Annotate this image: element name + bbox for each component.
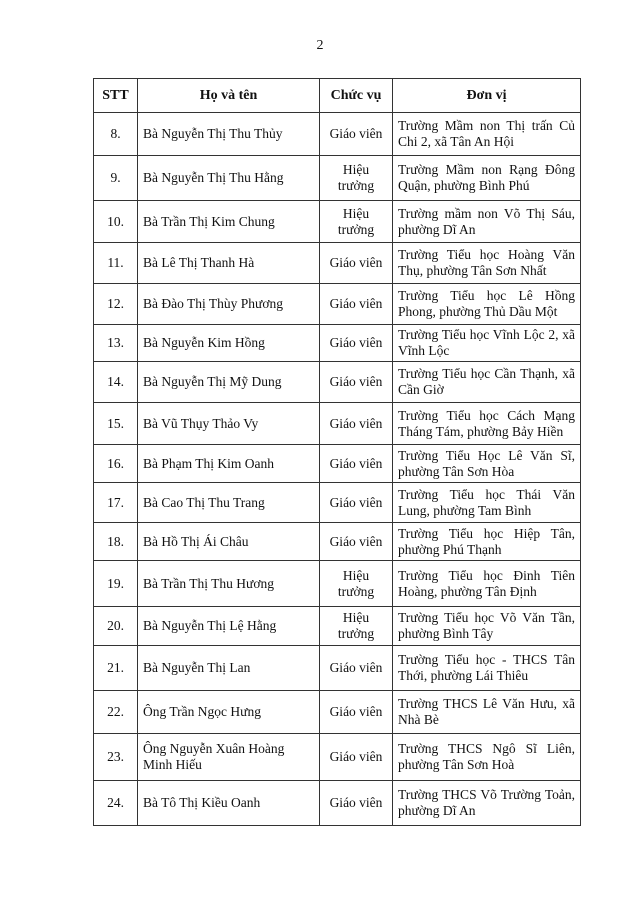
cell-name: Bà Vũ Thụy Thảo Vy (138, 403, 320, 445)
cell-stt: 23. (94, 734, 138, 781)
cell-name: Bà Phạm Thị Kim Oanh (138, 445, 320, 483)
table-row (94, 781, 581, 826)
cell-unit: Trường Tiểu học Cần Thạnh, xã Cần Giờ (393, 362, 581, 403)
cell-stt: 21. (94, 646, 138, 691)
table-row (94, 325, 581, 362)
cell-unit: Trường Tiểu học Đinh Tiên Hoàng, phường Tân Định (393, 561, 581, 607)
table-row (94, 362, 581, 403)
cell-name: Bà Nguyễn Thị Lệ Hằng (138, 607, 320, 646)
cell-stt: 16. (94, 445, 138, 483)
cell-unit: Trường Tiểu học Cách Mạng Tháng Tám, phường Bảy Hiền (393, 403, 581, 445)
cell-name: Bà Trần Thị Thu Hương (138, 561, 320, 607)
cell-unit: Trường Tiểu Học Lê Văn Sĩ, phường Tân Sơn Hòa (393, 445, 581, 483)
cell-stt: 24. (94, 781, 138, 826)
cell-stt: 15. (94, 403, 138, 445)
cell-stt: 17. (94, 483, 138, 523)
cell-unit: Trường Mầm non Thị trấn Củ Chi 2, xã Tân An Hội (393, 113, 581, 156)
cell-unit: Trường Tiểu học Lê Hồng Phong, phường Thủ Dầu Một (393, 284, 581, 325)
cell-unit: Trường THCS Lê Văn Hưu, xã Nhà Bè (393, 691, 581, 734)
cell-role: Hiệu trưởng (320, 607, 393, 646)
cell-unit: Trường Tiểu học Thái Văn Lung, phường Tam Bình (393, 483, 581, 523)
cell-role: Giáo viên (320, 523, 393, 561)
table-row (94, 403, 581, 445)
table-row (94, 284, 581, 325)
table-body (94, 113, 581, 826)
cell-unit: Trường Tiểu học Hoàng Văn Thụ, phường Tân Sơn Nhất (393, 243, 581, 284)
cell-role: Giáo viên (320, 646, 393, 691)
table-row (94, 691, 581, 734)
cell-stt: 12. (94, 284, 138, 325)
cell-name: Bà Nguyễn Thị Mỹ Dung (138, 362, 320, 403)
cell-unit: Trường THCS Võ Trường Toản, phường Dĩ An (393, 781, 581, 826)
cell-name: Bà Nguyễn Thị Lan (138, 646, 320, 691)
cell-role: Giáo viên (320, 113, 393, 156)
cell-name: Bà Tô Thị Kiều Oanh (138, 781, 320, 826)
cell-stt: 13. (94, 325, 138, 362)
page-number: 2 (316, 38, 324, 53)
cell-name: Bà Nguyễn Kim Hồng (138, 325, 320, 362)
table-row (94, 523, 581, 561)
header-unit: Đơn vị (393, 79, 581, 113)
cell-role: Hiệu trưởng (320, 201, 393, 243)
cell-name: Bà Cao Thị Thu Trang (138, 483, 320, 523)
cell-name: Ông Trần Ngọc Hưng (138, 691, 320, 734)
cell-unit: Trường THCS Ngô Sĩ Liên, phường Tân Sơn Hoà (393, 734, 581, 781)
table-row (94, 646, 581, 691)
cell-stt: 8. (94, 113, 138, 156)
cell-role: Giáo viên (320, 691, 393, 734)
cell-role: Giáo viên (320, 284, 393, 325)
cell-role: Giáo viên (320, 483, 393, 523)
table-row (94, 561, 581, 607)
cell-role: Giáo viên (320, 781, 393, 826)
cell-role: Hiệu trưởng (320, 561, 393, 607)
table-row (94, 734, 581, 781)
table-row (94, 156, 581, 201)
cell-role: Giáo viên (320, 734, 393, 781)
cell-role: Hiệu trưởng (320, 156, 393, 201)
cell-stt: 18. (94, 523, 138, 561)
cell-role: Giáo viên (320, 445, 393, 483)
cell-name: Bà Nguyễn Thị Thu Thủy (138, 113, 320, 156)
cell-unit: Trường Tiểu học Hiệp Tân, phường Phú Thạnh (393, 523, 581, 561)
cell-role: Giáo viên (320, 325, 393, 362)
cell-unit: Trường Tiểu học - THCS Tân Thới, phường Lái Thiêu (393, 646, 581, 691)
header-name: Họ và tên (138, 79, 320, 113)
cell-name: Ông Nguyễn Xuân Hoàng Minh Hiếu (138, 734, 320, 781)
cell-unit: Trường Tiểu học Vĩnh Lộc 2, xã Vĩnh Lộc (393, 325, 581, 362)
header-stt: STT (94, 79, 138, 113)
roster-table (93, 78, 581, 826)
cell-stt: 10. (94, 201, 138, 243)
cell-stt: 19. (94, 561, 138, 607)
table-row (94, 243, 581, 284)
cell-role: Giáo viên (320, 403, 393, 445)
cell-stt: 20. (94, 607, 138, 646)
cell-name: Bà Trần Thị Kim Chung (138, 201, 320, 243)
table-row (94, 445, 581, 483)
cell-name: Bà Lê Thị Thanh Hà (138, 243, 320, 284)
cell-stt: 11. (94, 243, 138, 284)
cell-unit: Trường Mầm non Rạng Đông Quận, phường Bình Phú (393, 156, 581, 201)
cell-stt: 9. (94, 156, 138, 201)
cell-name: Bà Nguyễn Thị Thu Hằng (138, 156, 320, 201)
cell-role: Giáo viên (320, 243, 393, 284)
table-row (94, 483, 581, 523)
cell-stt: 22. (94, 691, 138, 734)
table-row (94, 201, 581, 243)
cell-name: Bà Đào Thị Thùy Phương (138, 284, 320, 325)
cell-stt: 14. (94, 362, 138, 403)
cell-name: Bà Hồ Thị Ái Châu (138, 523, 320, 561)
table-row (94, 607, 581, 646)
table-header-row (94, 79, 581, 113)
cell-unit: Trường Tiểu học Võ Văn Tần, phường Bình Tây (393, 607, 581, 646)
table-row (94, 113, 581, 156)
cell-role: Giáo viên (320, 362, 393, 403)
header-role: Chức vụ (320, 79, 393, 113)
cell-unit: Trường mầm non Võ Thị Sáu, phường Dĩ An (393, 201, 581, 243)
